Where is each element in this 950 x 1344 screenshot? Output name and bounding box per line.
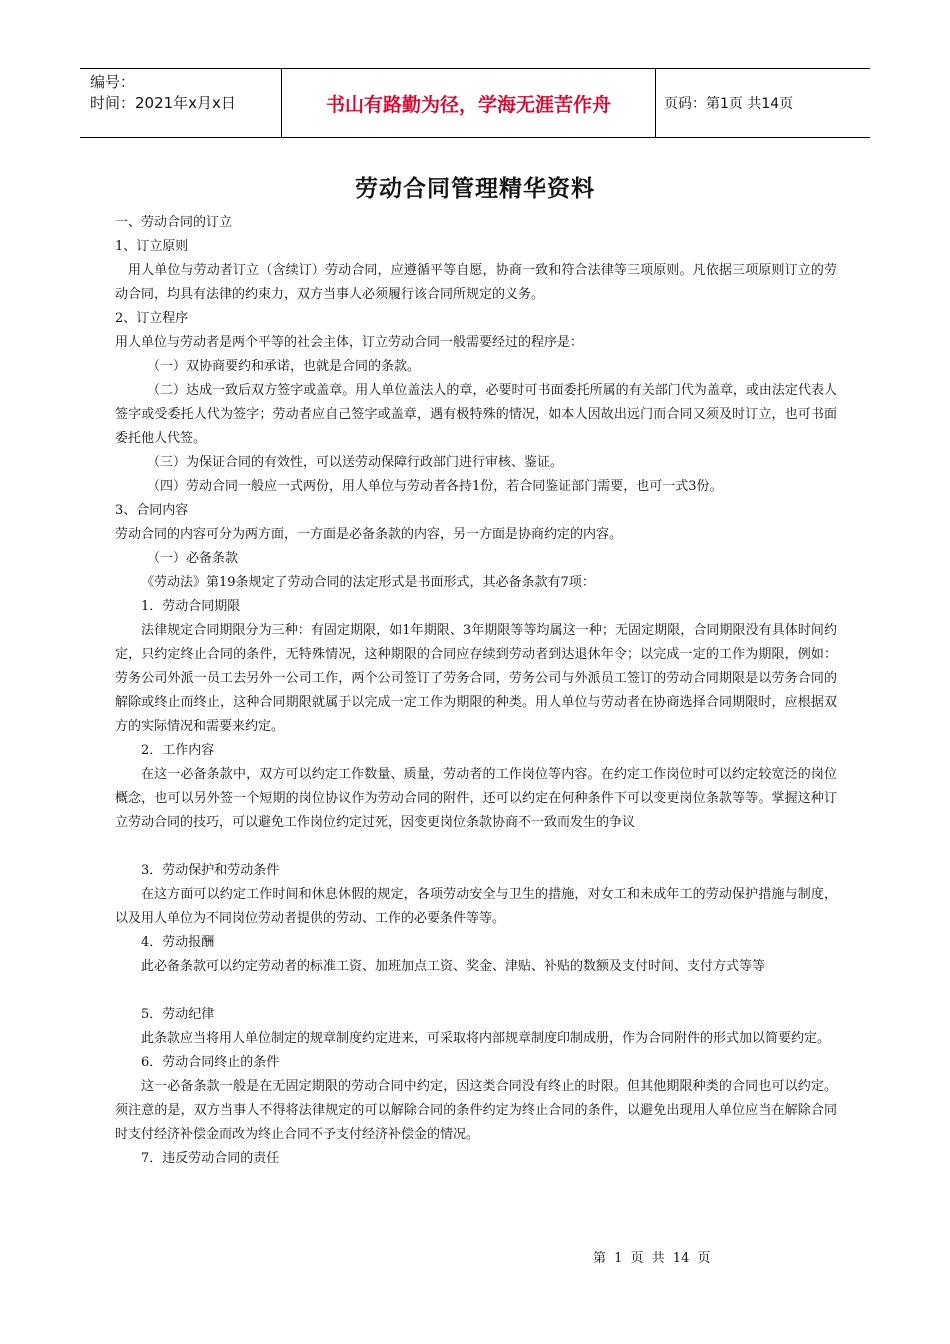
paragraph: 这一必备条款一般是在无固定期限的劳动合同中约定，因这类合同没有终止的时限。但其他期限种类的合同也可以约定。须注意的是，双方当事人不得将法律规定的可以解除合同的条件约定为终止合同的条件，以避免出现用人单位应当在解除合同时支付经济补偿金而改为终止合同不予支付经济补偿金的情况。 [115,1079,837,1142]
paragraph: 法律规定合同期限分为三种：有固定期限，如1年期限、3年期限等等均属这一种；无固定期限，合同期限没有具体时间约定，只约定终止合同的条件，无特殊情况，这种期限的合同应存续到劳动者到达退休年令；以完成一定的工作为期限，例如：劳务公司外派一员工去另外一公司工作，两个公司签订了劳务合同，劳务公司与外派员工签订的劳动合同期限是以劳务合同的解除或终止而终止，这种合同期限就属于以完成一定工作为期限的种类。用人单位与劳动者在协商选择合同期限时，应根据双方的实际情况和需要来约定。 [115,623,837,734]
list-item: （二）达成一致后双方签字或盖章。用人单位盖法人的章，必要时可书面委托所属的有关部门代为盖章，或由法定代表人签字或受委托人代为签字；劳动者应自己签字或盖章，遇有极特殊的情况，如本人因故出远门而合同又须及时订立，也可书面委托他人代签。 [115,383,837,446]
page-info: 页码：第1页 共14页 [664,96,794,112]
paragraph: 在这一必备条款中，双方可以约定工作数量、质量，劳动者的工作岗位等内容。在约定工作岗位时可以约定较宽泛的岗位概念，也可以另外签一个短期的岗位协议作为劳动合同的附件，还可以约定在何种条件下可以变更岗位条款等等。掌握这种订立劳动合同的技巧，可以避免工作岗位约定过死，因变更岗位条款协商不一致而发生的争议 [115,767,837,830]
subsection-heading: 1、订立原则 [115,239,189,254]
list-item: （四）劳动合同一般应一式两份，用人单位与劳动者各持1份，若合同鉴证部门需要，也可一式3份。 [147,479,723,494]
item-heading: 5．劳动纪律 [141,1007,215,1022]
paragraph: 在这方面可以约定工作时间和休息休假的规定，各项劳动安全与卫生的措施，对女工和未成年工的劳动保护措施与制度，以及用人单位为不同岗位劳动者提供的劳动、工作的必要条件等等。 [115,887,837,926]
header-table [80,68,870,138]
item-heading: 7．违反劳动合同的责任 [141,1151,280,1166]
page-footer: 第 1 页 共 14 页 [593,1251,711,1266]
clause-heading: （一）必备条款 [147,551,239,566]
number-label: 编号： [90,73,136,91]
list-item: （三）为保证合同的有效性，可以送劳动保障行政部门进行审核、鉴证。 [147,455,564,470]
item-heading: 6．劳动合同终止的条件 [141,1055,280,1070]
item-heading: 1．劳动合同期限 [141,599,241,614]
blank-line [115,979,837,1003]
paragraph: 用人单位与劳动者订立（含续订）劳动合同，应遵循平等自愿，协商一致和符合法律等三项原则。凡依据三项原则订立的劳动合同，均具有法律的约束力，双方当事人必须履行该合同所规定的义务。 [115,263,837,302]
document-body [115,211,837,1171]
paragraph: 此条款应当将用人单位制定的规章制度约定进来，可采取将内部规章制度印制成册，作为合同附件的形式加以简要约定。 [141,1031,831,1046]
item-heading: 3．劳动保护和劳动条件 [141,863,280,878]
paragraph: 用人单位与劳动者是两个平等的社会主体，订立劳动合同一般需要经过的程序是： [115,335,584,350]
section-heading: 一、劳动合同的订立 [115,215,233,230]
list-item: （一）双协商要约和承诺，也就是合同的条款。 [147,359,421,374]
motto: 书山有路勤为径，学海无涯苦作舟 [282,69,656,137]
date-label: 时间：2021年x月x日 [90,94,236,112]
blank-line [115,835,837,859]
item-heading: 2．工作内容 [141,743,215,758]
subsection-heading: 3、合同内容 [115,503,189,518]
paragraph: 劳动合同的内容可分为两方面，一方面是必备条款的内容，另一方面是协商约定的内容。 [115,527,623,542]
item-heading: 4．劳动报酬 [141,935,215,950]
paragraph: 《劳动法》第19条规定了劳动合同的法定形式是书面形式，其必备条款有7项： [141,575,595,590]
document-title: 劳动合同管理精华资料 [355,176,595,202]
paragraph: 此必备条款可以约定劳动者的标准工资、加班加点工资、奖金、津贴、补贴的数额及支付时间、支付方式等等 [141,959,766,974]
subsection-heading: 2、订立程序 [115,311,189,326]
header-left-cell [80,69,282,137]
